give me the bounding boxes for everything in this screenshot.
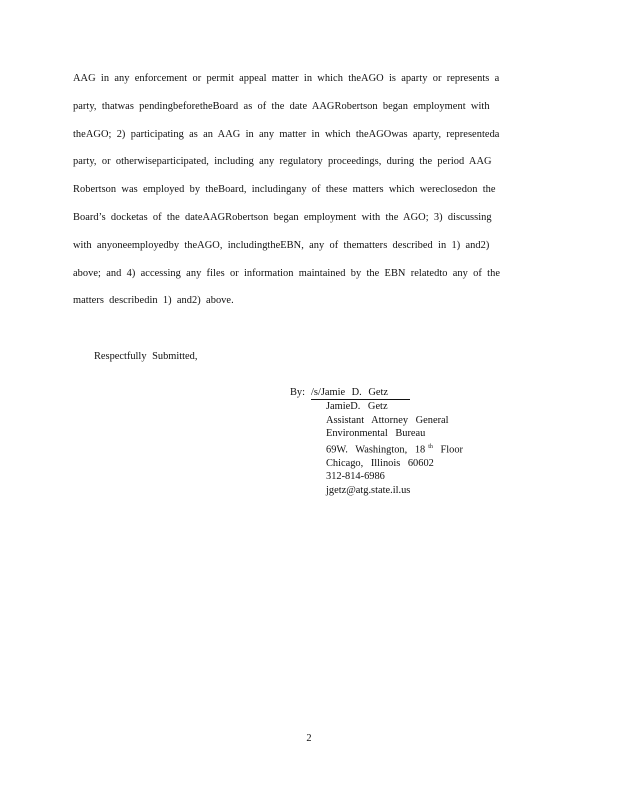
body-line: with anyoneemployedby theAGO, includingtheEBN, any of thematters described in 1) and2) xyxy=(73,239,490,251)
closing-salutation: Respectfully Submitted, xyxy=(94,351,198,362)
body-line: Robertson was employed by theBoard, includingany of these matters which wereclosedon the xyxy=(73,184,496,196)
body-line: above; and 4) accessing any files or information maintained by the EBN relatedto any of the xyxy=(73,267,501,279)
floor-label: Floor xyxy=(440,444,464,456)
signatory-details xyxy=(326,400,463,498)
body-line: theAGO; 2) participating as an AAG in any matter in which theAGOwas aparty, representeda xyxy=(73,128,500,140)
body-line: AAG in any enforcement or permit appeal matter in which theAGO is aparty or represents a xyxy=(73,73,500,84)
signed-name: /s/Jamie D. Getz xyxy=(311,387,410,400)
signature-block xyxy=(290,386,463,498)
by-label: By: xyxy=(290,387,306,398)
signatory-name: JamieD. Getz xyxy=(326,401,388,412)
body-line: party, thatwas pendingbeforetheBoard as of the date AAGRobertson began employment with xyxy=(73,100,490,112)
signature-line xyxy=(290,386,463,400)
body-line: matters describedin 1) and2) above. xyxy=(73,295,234,307)
signatory-email: jgetz@atg.state.il.us xyxy=(326,485,411,497)
body-line: party, or otherwiseparticipated, including any regulatory proceedings, during the period AAG xyxy=(73,156,492,168)
signatory-city: Chicago, Illinois 60602 xyxy=(326,457,434,469)
signatory-bureau: Environmental Bureau xyxy=(326,428,426,440)
body-paragraph xyxy=(73,70,523,320)
floor-ordinal-superscript: th xyxy=(428,443,433,450)
signatory-phone: 312-814-6986 xyxy=(326,471,385,483)
signatory-street-address xyxy=(326,441,463,457)
body-line: Board’s docketas of the dateAAGRobertson began employment with the AGO; 3) discussing xyxy=(73,211,492,223)
page-number: 2 xyxy=(306,733,312,744)
street-address-text: 69W. Washington, 18 xyxy=(326,444,426,456)
signatory-title: Assistant Attorney General xyxy=(326,414,449,426)
